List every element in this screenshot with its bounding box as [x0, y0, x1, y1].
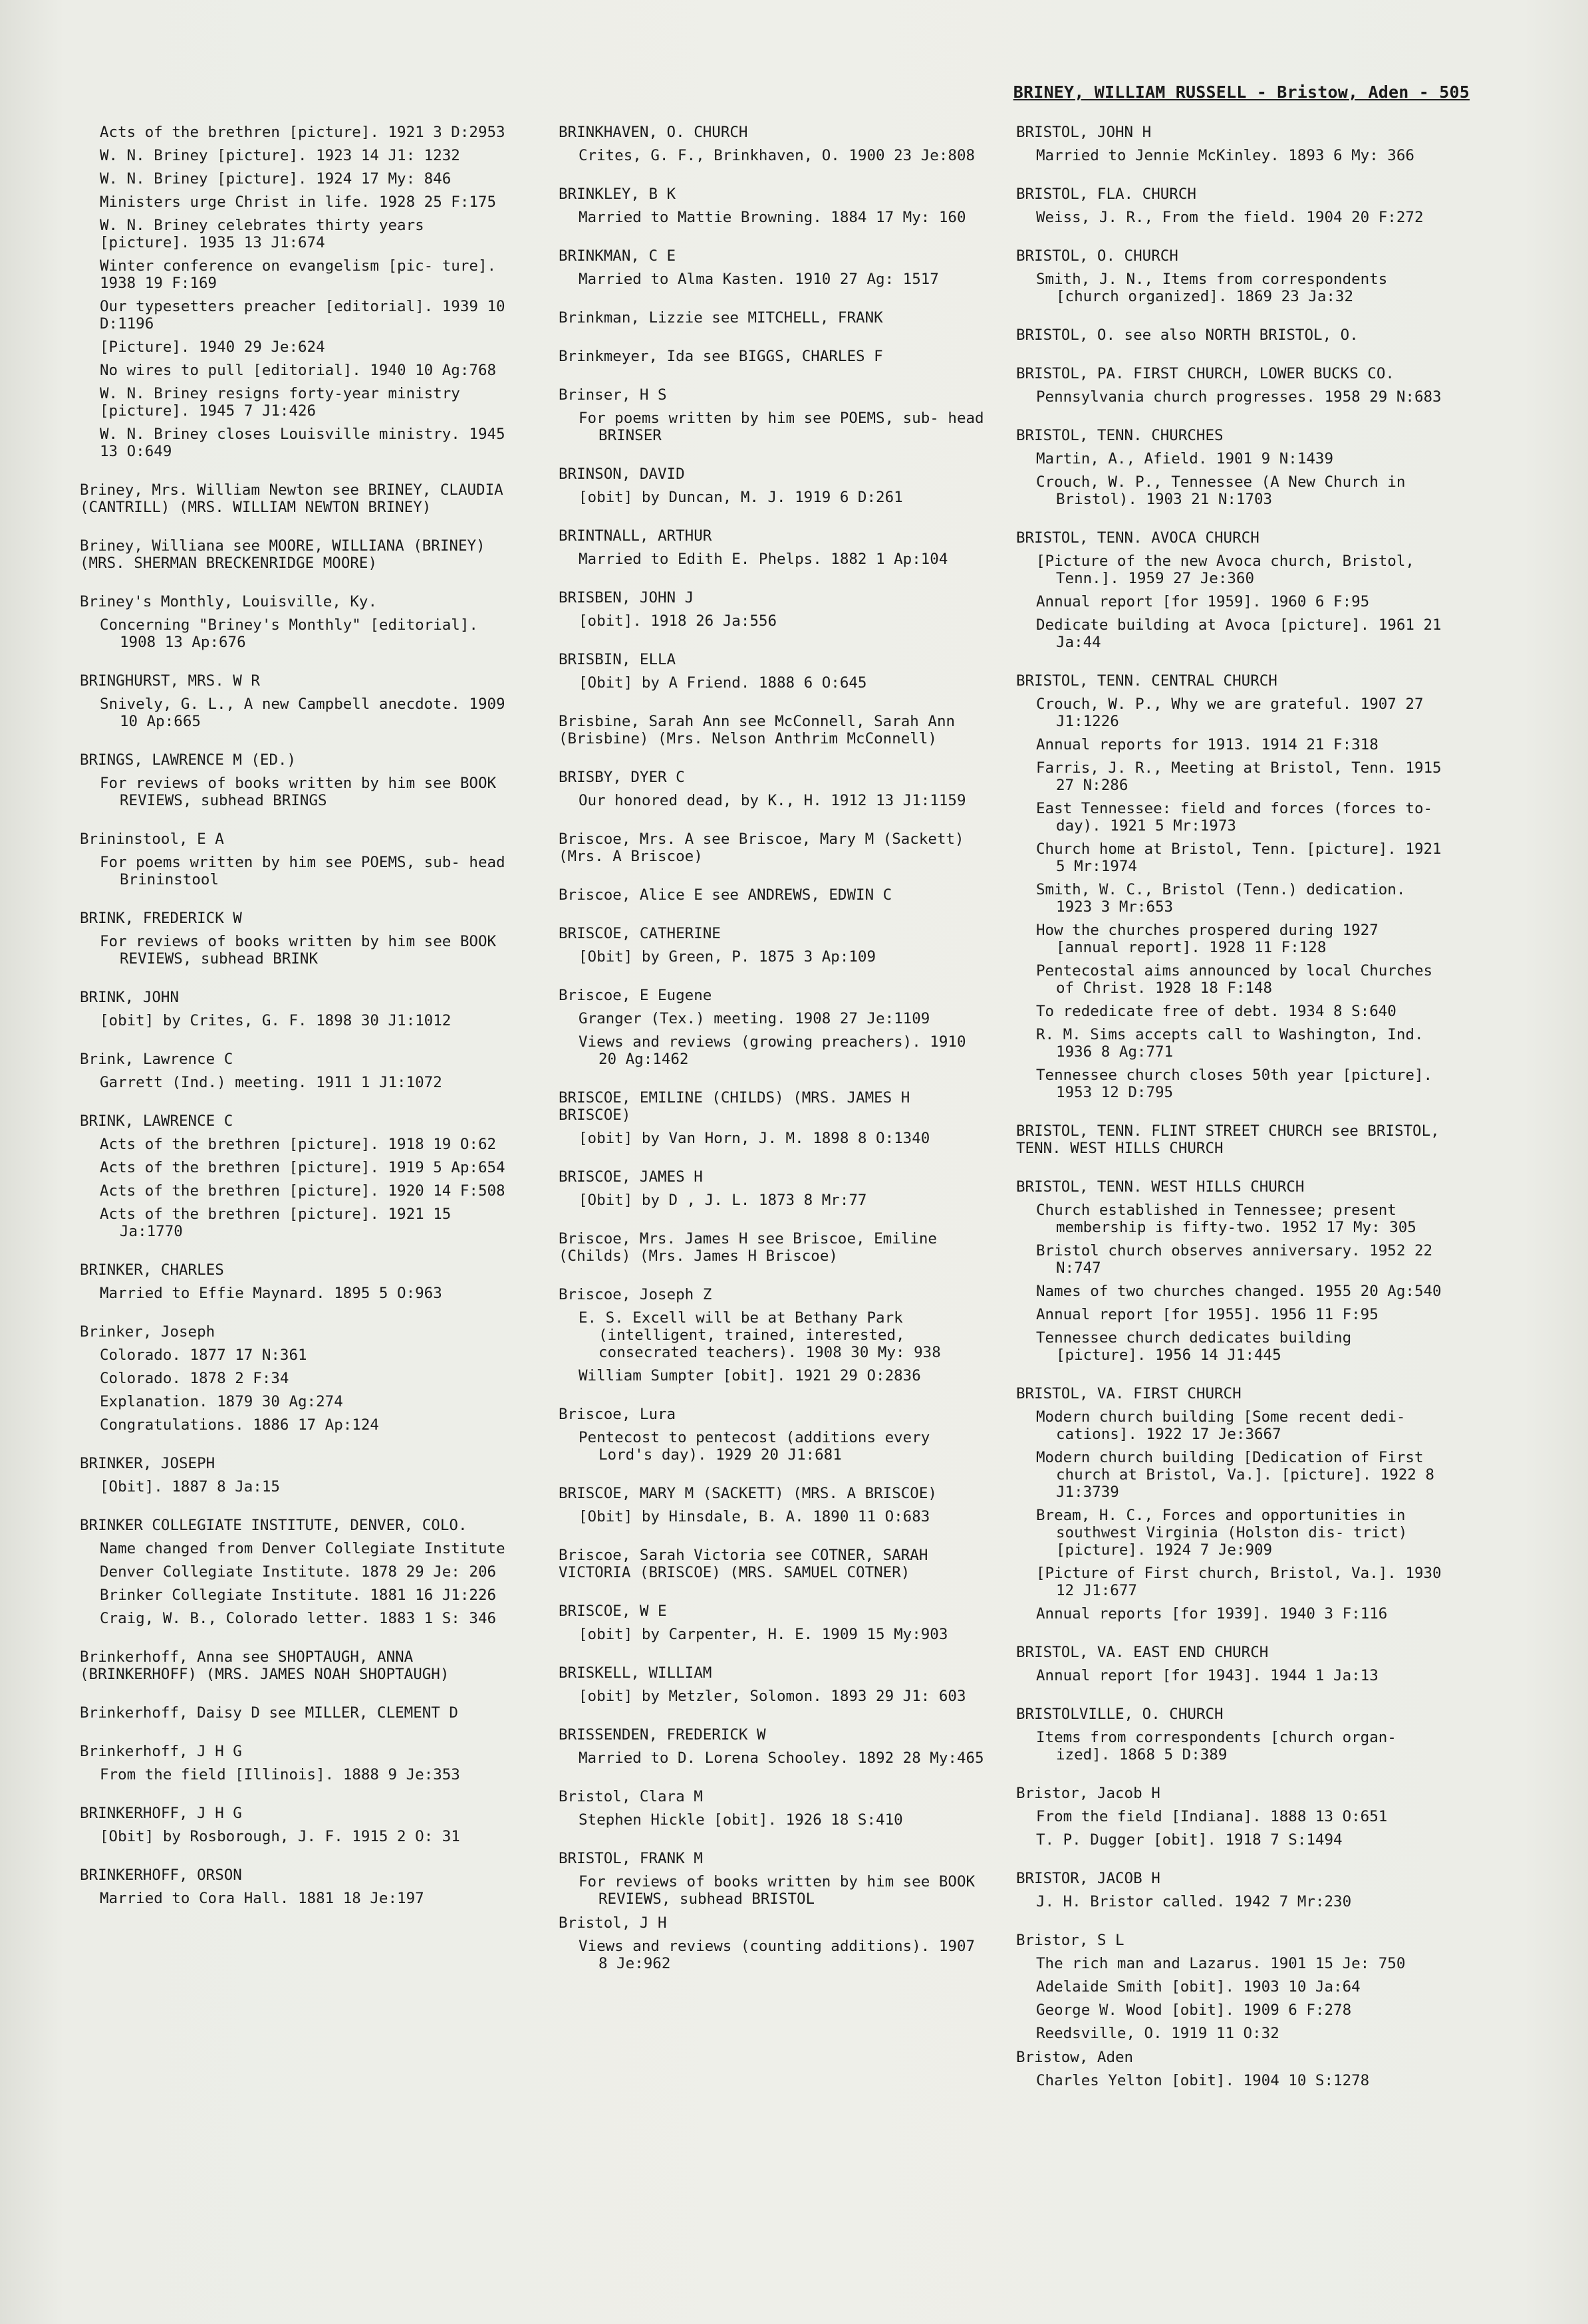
citation-line: Colorado. 1877 17 N:361: [100, 1347, 307, 1364]
entry-heading: BRISTOL, O. see also NORTH BRISTOL, O.: [1016, 326, 1359, 344]
entry-heading: Briney, Williana see MOORE, WILLIANA (BRINEY) (MRS. SHERMAN BRECKENRIDGE MOORE): [80, 537, 495, 572]
citation-line: For poems written by him see POEMS, sub- head Brininstool: [100, 854, 515, 888]
index-entry: [559, 1850, 984, 1908]
index-entry: [80, 1805, 505, 1845]
citation-line: [Obit] by Rosborough, J. F. 1915 2 O: 31: [100, 1828, 460, 1845]
entry-heading: BRISBEN, JOHN J: [559, 589, 694, 606]
citation-line: Names of two churches changed. 1955 20 Ag:540: [1036, 1283, 1442, 1300]
citation-line: [obit] by Crites, G. F. 1898 30 J1:1012: [100, 1012, 452, 1029]
citation-line: Explanation. 1879 30 Ag:274: [100, 1393, 343, 1410]
index-entry: [1016, 124, 1442, 164]
citation-line: [Obit] by Green, P. 1875 3 Ap:109: [579, 948, 876, 966]
entry-heading: BRINGS, LAWRENCE M (ED.): [80, 751, 297, 769]
index-entry: [1016, 1122, 1449, 1157]
index-entry: [1016, 1178, 1442, 1364]
index-entry: [1016, 1644, 1442, 1684]
citation-line: Charles Yelton [obit]. 1904 10 S:1278: [1036, 2072, 1370, 2089]
index-entry: [1016, 1932, 1442, 2042]
citation-line: For reviews of books written by him see BOOK REVIEWS, subhead BRINGS: [100, 775, 505, 809]
entry-heading: BRISTOL, O. CHURCH: [1016, 247, 1178, 265]
citation-line: Annual reports for 1913. 1914 21 F:318: [1036, 736, 1379, 753]
index-entry: [559, 713, 984, 747]
citation-line: [Picture of the new Avoca church, Bristol, Tenn.]. 1959 27 Je:360: [1036, 553, 1424, 587]
index-entry: [559, 1603, 984, 1643]
entry-heading: BRISSENDEN, FREDERICK W: [559, 1726, 766, 1743]
citation-line: [obit] by Duncan, M. J. 1919 6 D:261: [579, 489, 903, 506]
citation-line: Weiss, J. R., From the field. 1904 20 F:272: [1036, 209, 1424, 226]
index-entry: [1016, 1385, 1451, 1622]
entry-heading: Brininstool, E A: [80, 831, 224, 848]
index-entry: [1016, 1706, 1442, 1763]
index-entry: [80, 1648, 505, 1683]
entry-heading: BRISCOE, W E: [559, 1603, 667, 1620]
entry-heading: BRISCOE, CATHERINE: [559, 925, 721, 942]
entry-heading: BRINKER, CHARLES: [80, 1261, 224, 1279]
citation-line: [obit] by Metzler, Solomon. 1893 29 J1: 603: [579, 1688, 966, 1705]
entry-heading: Bristol, J H: [559, 1914, 667, 1932]
index-entry: [80, 1112, 505, 1240]
index-entry: [80, 537, 505, 572]
index-entry: [559, 1168, 984, 1209]
index-entry: [80, 124, 515, 460]
index-entry: [559, 1547, 984, 1581]
index-entry: [559, 386, 993, 444]
citation-line: Church established in Tennessee; present membership is fifty-two. 1952 17 My: 305: [1036, 1202, 1416, 1236]
citation-line: W. N. Briney [picture]. 1924 17 My: 846: [100, 170, 452, 188]
citation-line: Concerning "Briney's Monthly" [editorial]. 1908 13 Ap:676: [100, 616, 487, 651]
entry-heading: BRISTOL, JOHN H: [1016, 124, 1152, 141]
index-column-3: [1016, 124, 1451, 2111]
citation-line: No wires to pull [editorial]. 1940 10 Ag:768: [100, 362, 497, 379]
citation-line: [obit] by Van Horn, J. M. 1898 8 O:1340: [579, 1130, 930, 1147]
entry-heading: BRINK, FREDERICK W: [80, 910, 242, 927]
citation-line: W. N. Briney resigns forty-year ministry [picture]. 1945 7 J1:426: [100, 385, 469, 420]
entry-heading: BRINK, JOHN: [80, 989, 180, 1006]
citation-line: Winter conference on evangelism [pic- ture]. 1938 19 F:169: [100, 257, 505, 292]
citation-line: From the field [Illinois]. 1888 9 Je:353: [100, 1766, 460, 1783]
citation-line: Pennsylvania church progresses. 1958 29 N:683: [1036, 388, 1442, 406]
index-entry: [559, 1286, 984, 1384]
entry-heading: BRINKLEY, B K: [559, 186, 676, 203]
citation-line: Denver Collegiate Institute. 1878 29 Je: 206: [100, 1563, 497, 1581]
index-entry: [1016, 365, 1442, 406]
index-entry: [80, 481, 513, 516]
citation-line: E. S. Excell will be at Bethany Park (intelligent, trained, interested, consecrated teachers). 1908 30 My: 938: [579, 1309, 941, 1361]
entry-heading: BRINKER COLLEGIATE INSTITUTE, DENVER, COLO.: [80, 1517, 467, 1534]
citation-line: George W. Wood [obit]. 1909 6 F:278: [1036, 2001, 1352, 2019]
entry-heading: Brinkerhoff, J H G: [80, 1743, 242, 1760]
entry-heading: Brisbine, Sarah Ann see McConnell, Sarah Ann (Brisbine) (Mrs. Nelson Anthrim McConnell): [559, 713, 964, 747]
index-entry: [559, 651, 984, 692]
citation-line: Farris, J. R., Meeting at Bristol, Tenn. 1915 27 N:286: [1036, 759, 1451, 794]
index-entry: [80, 593, 505, 651]
index-entry: [1016, 326, 1442, 344]
index-entry: [559, 1485, 984, 1525]
citation-line: Stephen Hickle [obit]. 1926 18 S:410: [579, 1811, 903, 1829]
citation-line: Annual report [for 1955]. 1956 11 F:95: [1036, 1306, 1379, 1323]
running-head: BRINEY, WILLIAM RUSSELL - Bristow, Aden - 505: [1013, 82, 1470, 102]
citation-line: From the field [Indiana]. 1888 13 O:651: [1036, 1808, 1388, 1825]
citation-line: Acts of the brethren [picture]. 1920 14 F:508: [100, 1182, 505, 1200]
citation-line: Dedicate building at Avoca [picture]. 1961 21 Ja:44: [1036, 616, 1451, 651]
citation-line: [Picture]. 1940 29 Je:624: [100, 338, 325, 356]
index-column-1: [80, 124, 515, 1928]
citation-line: How the churches prospered during 1927 [annual report]. 1928 11 F:128: [1036, 922, 1388, 956]
citation-line: W. N. Briney closes Louisville ministry. 1945 13 O:649: [100, 426, 515, 460]
citation-line: For poems written by him see POEMS, sub- head BRINSER: [579, 410, 993, 444]
citation-line: Bream, H. C., Forces and opportunities in southwest Virginia (Holston dis- trict) [picture]. 1924 7 Je:909: [1036, 1507, 1416, 1559]
citation-line: Garrett (Ind.) meeting. 1911 1 J1:1072: [100, 1074, 442, 1091]
citation-line: William Sumpter [obit]. 1921 29 O:2836: [579, 1367, 921, 1384]
index-column-2: [559, 124, 993, 1994]
entry-heading: BRINSON, DAVID: [559, 465, 685, 483]
citation-line: Smith, J. N., Items from correspondents [church organized]. 1869 23 Ja:32: [1036, 271, 1396, 305]
index-entry: [559, 1406, 984, 1464]
citation-line: Acts of the brethren [picture]. 1921 3 D:2953: [100, 124, 505, 141]
citation-line: Adelaide Smith [obit]. 1903 10 Ja:64: [1036, 1978, 1361, 1996]
entry-heading: Briscoe, Alice E see ANDREWS, EDWIN C: [559, 886, 892, 904]
citation-line: Brinker Collegiate Institute. 1881 16 J1:226: [100, 1587, 497, 1604]
index-entry: [559, 831, 984, 865]
citation-line: Views and reviews (growing preachers). 1910 20 Ag:1462: [579, 1033, 976, 1068]
citation-line: Married to Jennie McKinley. 1893 6 My: 366: [1036, 147, 1414, 164]
entry-heading: BRISTOL, TENN. WEST HILLS CHURCH: [1016, 1178, 1305, 1196]
citation-line: Items from correspondents [church organ- ized]. 1868 5 D:389: [1036, 1729, 1406, 1763]
index-entry: [559, 1914, 984, 1972]
citation-line: R. M. Sims accepts call to Washington, Ind. 1936 8 Ag:771: [1036, 1026, 1433, 1061]
entry-heading: Briscoe, Lura: [559, 1406, 676, 1423]
citation-line: Crouch, W. P., Why we are grateful. 1907 27 J1:1226: [1036, 696, 1433, 730]
index-entry: [559, 186, 984, 226]
index-entry: [559, 1230, 984, 1265]
entry-heading: BRISTOL, TENN. CENTRAL CHURCH: [1016, 672, 1277, 690]
index-entry: [559, 348, 984, 365]
entry-heading: Brinkmeyer, Ida see BIGGS, CHARLES F: [559, 348, 883, 365]
entry-heading: BRISCOE, JAMES H: [559, 1168, 703, 1186]
citation-line: Acts of the brethren [picture]. 1918 19 O:62: [100, 1136, 497, 1153]
index-entry: [1016, 427, 1442, 508]
citation-line: Tennessee church dedicates building [picture]. 1956 14 J1:445: [1036, 1329, 1361, 1364]
index-entry: [1016, 2049, 1442, 2089]
index-entry: [1016, 1870, 1442, 1910]
index-entry: [559, 769, 984, 809]
citation-line: For reviews of books written by him see BOOK REVIEWS, subhead BRISTOL: [579, 1873, 984, 1908]
entry-heading: Briney's Monthly, Louisville, Ky.: [80, 593, 378, 610]
citation-line: Acts of the brethren [picture]. 1921 15 Ja:1770: [100, 1206, 460, 1240]
entry-heading: Brinkman, Lizzie see MITCHELL, FRANK: [559, 309, 883, 326]
entry-heading: BRISBIN, ELLA: [559, 651, 676, 668]
index-entry: [1016, 1785, 1442, 1849]
index-entry: [80, 1323, 505, 1434]
index-entry: [80, 1704, 505, 1722]
entry-heading: Briscoe, E Eugene: [559, 987, 712, 1004]
citation-line: [Obit] by Hinsdale, B. A. 1890 11 O:683: [579, 1508, 930, 1525]
entry-heading: Briscoe, Joseph Z: [559, 1286, 712, 1303]
citation-line: East Tennessee: field and forces (forces to-day). 1921 5 Mr:1973: [1036, 800, 1433, 835]
index-entry: [80, 751, 505, 809]
index-entry: [559, 925, 984, 966]
entry-heading: BRISKELL, WILLIAM: [559, 1664, 712, 1682]
index-entry: [80, 1261, 505, 1302]
citation-line: Married to D. Lorena Schooley. 1892 28 My:465: [579, 1749, 984, 1767]
citation-line: T. P. Dugger [obit]. 1918 7 S:1494: [1036, 1831, 1343, 1849]
citation-line: [Picture of First church, Bristol, Va.]. 1930 12 J1:677: [1036, 1565, 1451, 1599]
entry-heading: BRINKER, JOSEPH: [80, 1455, 215, 1472]
entry-heading: BRISTOL, PA. FIRST CHURCH, LOWER BUCKS CO.: [1016, 365, 1394, 382]
citation-line: Church home at Bristol, Tenn. [picture]. 1921 5 Mr:1974: [1036, 840, 1451, 875]
citation-line: Bristol church observes anniversary. 1952 22 N:747: [1036, 1242, 1442, 1277]
index-entry: [559, 1726, 984, 1767]
entry-heading: BRINKHAVEN, O. CHURCH: [559, 124, 748, 141]
index-entry: [80, 1743, 505, 1783]
entry-heading: BRISTOR, JACOB H: [1016, 1870, 1160, 1887]
entry-heading: BRISCOE, MARY M (SACKETT) (MRS. A BRISCOE): [559, 1485, 937, 1502]
citation-line: Married to Cora Hall. 1881 18 Je:197: [100, 1890, 424, 1907]
index-entry: [1016, 672, 1451, 1101]
citation-line: Craig, W. B., Colorado letter. 1883 1 S: 346: [100, 1610, 497, 1627]
entry-heading: Brinker, Joseph: [80, 1323, 215, 1341]
entry-heading: Briney, Mrs. William Newton see BRINEY, CLAUDIA (CANTRILL) (MRS. WILLIAM NEWTON BRINEY): [80, 481, 513, 516]
citation-line: W. N. Briney celebrates thirty years [picture]. 1935 13 J1:674: [100, 217, 434, 251]
citation-line: Smith, W. C., Bristol (Tenn.) dedication. 1923 3 Mr:653: [1036, 881, 1414, 916]
citation-line: [obit]. 1918 26 Ja:556: [579, 612, 777, 630]
citation-line: Views and reviews (counting additions). 1907 8 Je:962: [579, 1938, 984, 1972]
citation-line: Married to Mattie Browning. 1884 17 My: 160: [579, 209, 966, 226]
entry-heading: BRISTOL, VA. FIRST CHURCH: [1016, 1385, 1242, 1402]
citation-line: Annual report [for 1959]. 1960 6 F:95: [1036, 593, 1370, 610]
citation-line: To rededicate free of debt. 1934 8 S:640: [1036, 1003, 1396, 1020]
index-entry: [80, 989, 505, 1029]
entry-heading: Bristow, Aden: [1016, 2049, 1134, 2066]
citation-line: Married to Effie Maynard. 1895 5 O:963: [100, 1285, 442, 1302]
entry-heading: BRISTOL, TENN. FLINT STREET CHURCH see BRISTOL, TENN. WEST HILLS CHURCH: [1016, 1122, 1449, 1157]
entry-heading: BRINKMAN, C E: [559, 247, 676, 265]
citation-line: Snively, G. L., A new Campbell anecdote. 1909 10 Ap:665: [100, 696, 515, 730]
citation-line: Name changed from Denver Collegiate Institute: [100, 1540, 505, 1557]
entry-heading: BRINKERHOFF, J H G: [80, 1805, 242, 1822]
citation-line: [Obit] by D , J. L. 1873 8 Mr:77: [579, 1192, 867, 1209]
entry-heading: BRISTOL, TENN. CHURCHES: [1016, 427, 1224, 444]
entry-heading: BRISBY, DYER C: [559, 769, 685, 786]
index-entry: [80, 1517, 505, 1627]
entry-heading: Briscoe, Mrs. A see Briscoe, Mary M (Sackett) (Mrs. A Briscoe): [559, 831, 974, 865]
index-entry: [559, 886, 984, 904]
citation-line: Our typesetters preacher [editorial]. 1939 10 D:1196: [100, 298, 515, 332]
entry-heading: Brinkerhoff, Daisy D see MILLER, CLEMENT D: [80, 1704, 458, 1722]
citation-line: Martin, A., Afield. 1901 9 N:1439: [1036, 450, 1334, 467]
entry-heading: Brinser, H S: [559, 386, 667, 404]
index-entry: [559, 589, 984, 630]
entry-heading: BRISTOL, TENN. AVOCA CHURCH: [1016, 529, 1259, 547]
citation-line: Crouch, W. P., Tennessee (A New Church in Bristol). 1903 21 N:1703: [1036, 473, 1414, 508]
entry-heading: Briscoe, Mrs. James H see Briscoe, Emiline (Childs) (Mrs. James H Briscoe): [559, 1230, 946, 1265]
citation-line: Our honored dead, by K., H. 1912 13 J1:1159: [579, 792, 966, 809]
index-entry: [559, 987, 984, 1068]
index-entry: [559, 465, 984, 506]
entry-heading: Bristor, Jacob H: [1016, 1785, 1160, 1802]
citation-line: Reedsville, O. 1919 11 O:32: [1036, 2025, 1279, 2042]
entry-heading: BRISTOL, VA. EAST END CHURCH: [1016, 1644, 1269, 1661]
citation-line: [Obit] by A Friend. 1888 6 O:645: [579, 674, 867, 692]
citation-line: Acts of the brethren [picture]. 1919 5 Ap:654: [100, 1159, 505, 1176]
entry-heading: BRISTOL, FRANK M: [559, 1850, 703, 1867]
index-entry: [1016, 247, 1442, 305]
citation-line: Congratulations. 1886 17 Ap:124: [100, 1416, 379, 1434]
entry-heading: BRISTOLVILLE, O. CHURCH: [1016, 1706, 1224, 1723]
index-entry: [80, 831, 515, 888]
index-entry: [1016, 529, 1451, 651]
citation-line: For reviews of books written by him see BOOK REVIEWS, subhead BRINK: [100, 933, 505, 968]
citation-line: Annual reports [for 1939]. 1940 3 F:116: [1036, 1605, 1388, 1622]
citation-line: Modern church building [Some recent dedi- cations]. 1922 17 Je:3667: [1036, 1408, 1414, 1443]
index-entry: [80, 1867, 505, 1907]
index-entry: [80, 1051, 505, 1091]
index-entry: [1016, 186, 1442, 226]
entry-heading: BRINTNALL, ARTHUR: [559, 527, 712, 545]
citation-line: Tennessee church closes 50th year [picture]. 1953 12 D:795: [1036, 1067, 1442, 1101]
citation-line: Pentecostal aims announced by local Churches of Christ. 1928 18 F:148: [1036, 962, 1442, 997]
index-entry: [80, 672, 515, 730]
index-entry: [559, 527, 984, 568]
entry-heading: BRISCOE, EMILINE (CHILDS) (MRS. JAMES H BRISCOE): [559, 1089, 919, 1124]
citation-line: J. H. Bristor called. 1942 7 Mr:230: [1036, 1893, 1352, 1910]
citation-line: Ministers urge Christ in life. 1928 25 F:175: [100, 194, 497, 211]
entry-heading: BRISTOL, FLA. CHURCH: [1016, 186, 1196, 203]
entry-heading: Brinkerhoff, Anna see SHOPTAUGH, ANNA (BRINKERHOFF) (MRS. JAMES NOAH SHOPTAUGH): [80, 1648, 450, 1683]
citation-line: Colorado. 1878 2 F:34: [100, 1370, 289, 1387]
citation-line: Married to Edith E. Phelps. 1882 1 Ap:104: [579, 551, 948, 568]
citation-line: Crites, G. F., Brinkhaven, O. 1900 23 Je:808: [579, 147, 976, 164]
citation-line: Married to Alma Kasten. 1910 27 Ag: 1517: [579, 271, 939, 288]
index-entry: [80, 1455, 505, 1495]
citation-line: [obit] by Carpenter, H. E. 1909 15 My:903: [579, 1626, 948, 1643]
entry-heading: Bristol, Clara M: [559, 1788, 703, 1805]
entry-heading: Brink, Lawrence C: [80, 1051, 233, 1068]
entry-heading: Bristor, S L: [1016, 1932, 1125, 1949]
index-entry: [80, 910, 505, 968]
citation-line: Modern church building [Dedication of First church at Bristol, Va.]. [picture]. 1922 8 J1:3739: [1036, 1449, 1444, 1501]
citation-line: [Obit]. 1887 8 Ja:15: [100, 1478, 280, 1495]
index-entry: [559, 1664, 984, 1705]
citation-line: Pentecost to pentecost (additions every Lord's day). 1929 20 J1:681: [579, 1429, 939, 1464]
entry-heading: BRINGHURST, MRS. W R: [80, 672, 260, 690]
index-entry: [559, 1089, 984, 1147]
citation-line: Granger (Tex.) meeting. 1908 27 Je:1109: [579, 1010, 930, 1027]
citation-line: Annual report [for 1943]. 1944 1 Ja:13: [1036, 1667, 1379, 1684]
citation-line: W. N. Briney [picture]. 1923 14 J1: 1232: [100, 147, 460, 164]
index-entry: [559, 124, 984, 164]
entry-heading: Briscoe, Sarah Victoria see COTNER, SARAH VICTORIA (BRISCOE) (MRS. SAMUEL COTNER): [559, 1547, 937, 1581]
entry-heading: BRINKERHOFF, ORSON: [80, 1867, 242, 1884]
citation-line: The rich man and Lazarus. 1901 15 Je: 750: [1036, 1955, 1406, 1972]
index-entry: [559, 1788, 984, 1829]
index-entry: [559, 309, 984, 326]
index-entry: [559, 247, 984, 288]
entry-heading: BRINK, LAWRENCE C: [80, 1112, 233, 1130]
